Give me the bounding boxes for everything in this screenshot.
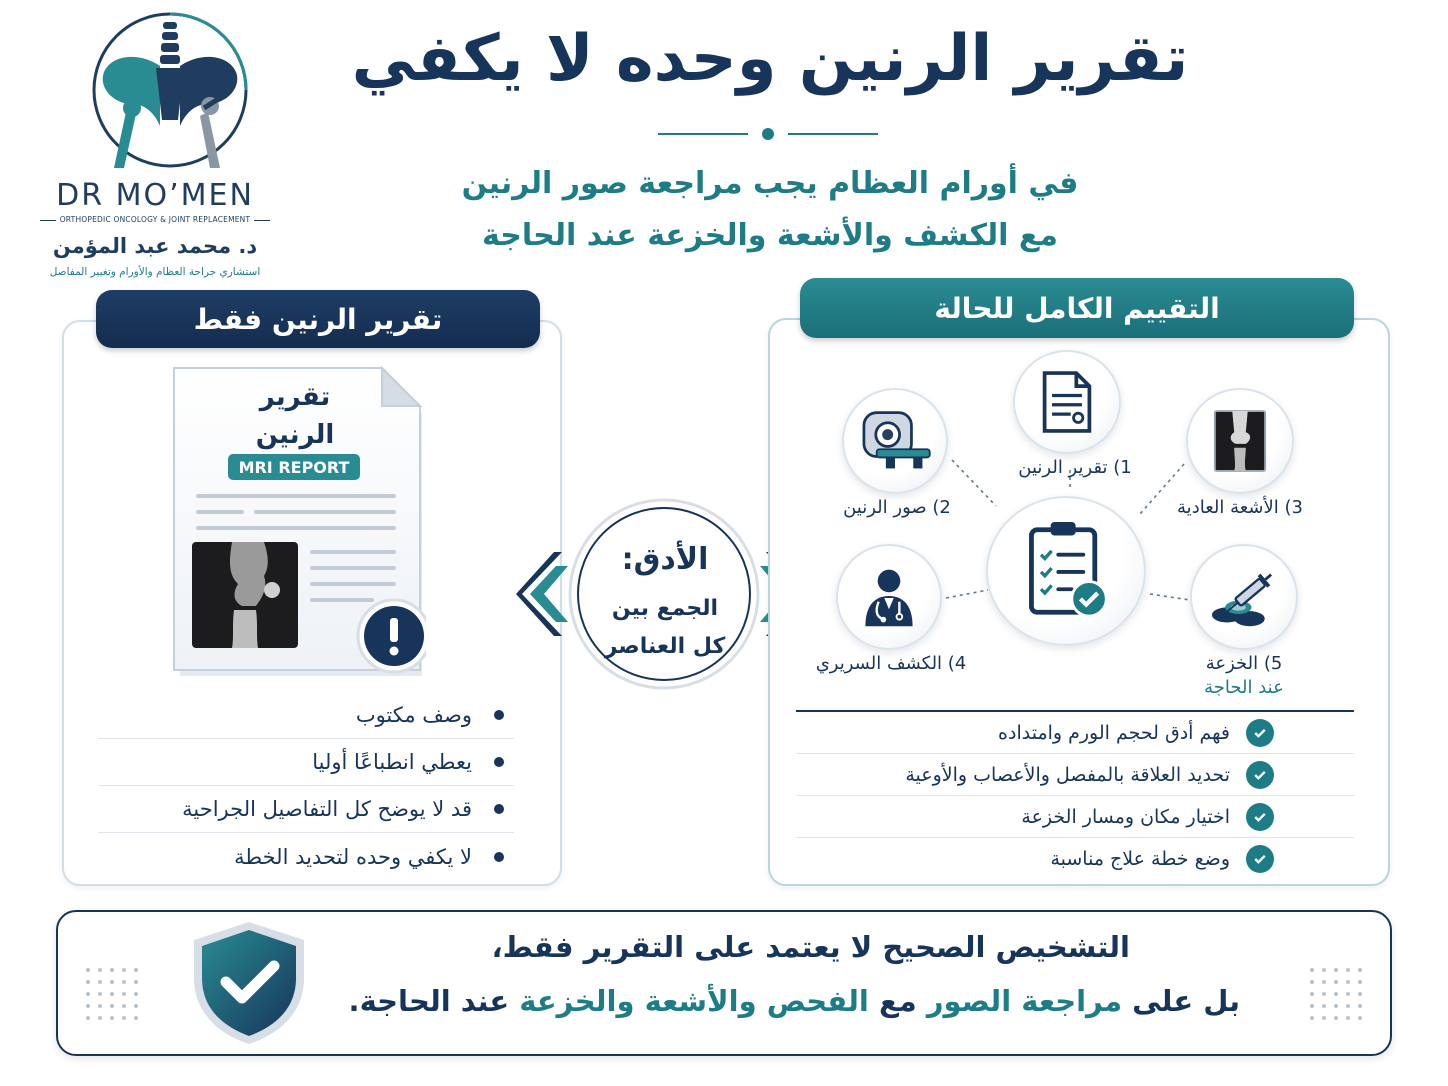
biopsy-circle xyxy=(1190,544,1298,650)
mri-scanner-icon xyxy=(858,409,932,473)
check-icon xyxy=(1246,845,1274,873)
subtitle-line-1: في أورام العظام يجب مراجعة صور الرنين xyxy=(461,166,1079,201)
bullet-icon xyxy=(494,757,504,767)
conclusion-part: بل على xyxy=(1132,984,1240,1018)
component-label-xray: 3) الأشعة العادية xyxy=(1177,497,1303,518)
bullet-icon xyxy=(494,852,504,862)
dot-pattern-left xyxy=(84,966,140,1022)
xray-film-icon xyxy=(1211,407,1269,475)
document-title-line-2: الرنين xyxy=(255,420,335,450)
conclusion-highlight: مراجعة الصور xyxy=(926,984,1123,1018)
conclusion-line-1: التشخيص الصحيح لا يعتمد على التقرير فقط، xyxy=(491,930,1130,964)
conclusion-part: عند الحاجة. xyxy=(348,984,510,1018)
mri-report-only-heading: تقرير الرنين فقط xyxy=(96,290,540,348)
component-label-biopsy-line-2: عند الحاجة xyxy=(1204,677,1284,698)
xray-circle xyxy=(1186,388,1294,494)
full-assessment-heading: التقييم الكامل للحالة xyxy=(800,278,1354,338)
clipboard-check-icon xyxy=(1018,518,1114,624)
component-label-exam: 4) الكشف السريري xyxy=(815,653,967,674)
conclusion-highlight: الفحص والأشعة والخزعة xyxy=(519,984,869,1018)
list-item-text: يعطي انطباعًا أوليا xyxy=(312,750,472,774)
dot-pattern-right xyxy=(1308,966,1364,1022)
clinical-exam-circle xyxy=(836,544,942,650)
list-item xyxy=(98,692,514,739)
conclusion-part: مع xyxy=(878,984,917,1018)
subtitle-line-2: مع الكشف والأشعة والخزعة عند الحاجة xyxy=(482,218,1058,253)
list-item xyxy=(98,739,514,786)
list-item-text: لا يكفي وحده لتحديد الخطة xyxy=(234,844,472,869)
component-label-biopsy-line-1: 5) الخزعة xyxy=(1205,653,1283,674)
clipboard-circle xyxy=(986,496,1146,646)
bullet-icon xyxy=(494,804,504,814)
conclusion-line-2 xyxy=(340,984,1240,1018)
check-icon xyxy=(1246,803,1274,831)
document-title xyxy=(230,378,360,454)
component-label-report: 1) تقرير الرنين xyxy=(1018,457,1132,478)
list-item-text: وصف مكتوب xyxy=(355,703,472,727)
syringe-icon xyxy=(1206,564,1282,630)
component-label-images: 2) صور الرنين xyxy=(843,497,951,518)
logo-arabic-title: استشاري جراحة العظام والأورام وتغيير المفاصل xyxy=(49,266,261,278)
mri-report-badge: MRI REPORT xyxy=(228,454,360,480)
bullet-icon xyxy=(494,710,504,720)
list-item xyxy=(98,786,514,833)
report-circle xyxy=(1013,350,1121,454)
list-item-text: فهم أدق لحجم الورم وامتداده xyxy=(998,721,1230,744)
list-item xyxy=(796,796,1354,838)
clinic-logo xyxy=(30,8,280,280)
pelvis-spine-logo-icon xyxy=(70,8,270,178)
assessment-benefits-list xyxy=(796,710,1354,880)
check-icon xyxy=(1246,761,1274,789)
center-text xyxy=(590,590,740,666)
title-divider xyxy=(658,126,878,142)
logo-specialty: ORTHOPEDIC ONCOLOGY & JOINT REPLACEMENT xyxy=(30,215,280,224)
center-heading: الأدق: xyxy=(621,542,709,577)
mri-images-circle xyxy=(842,388,948,494)
shield-check-icon xyxy=(190,920,308,1046)
page-subtitle xyxy=(380,158,1160,262)
list-item xyxy=(98,833,514,880)
logo-arabic-name: د. محمد عبد المؤمن xyxy=(52,234,258,258)
list-item-text: قد لا يوضح كل التفاصيل الجراحية xyxy=(182,797,472,821)
list-item xyxy=(796,754,1354,796)
logo-name: DR MO’MEN xyxy=(56,178,254,213)
component-label-biopsy xyxy=(1176,652,1312,700)
doctor-icon xyxy=(856,564,922,630)
center-text-line-2: كل العناصر xyxy=(604,634,726,659)
document-title-line-1: تقرير xyxy=(259,382,331,412)
list-item-text: وضع خطة علاج مناسبة xyxy=(1050,848,1230,870)
list-item xyxy=(796,838,1354,880)
check-icon xyxy=(1246,719,1274,747)
list-item-text: اختيار مكان ومسار الخزعة xyxy=(1021,805,1230,828)
mri-report-limitations-list xyxy=(98,692,514,880)
list-item xyxy=(796,712,1354,754)
page-title: تقرير الرنين وحده لا يكفي xyxy=(351,22,1189,96)
document-icon xyxy=(1039,369,1095,435)
list-item-text: تحديد العلاقة بالمفصل والأعصاب والأوعية xyxy=(905,763,1230,786)
center-text-line-1: الجمع بين xyxy=(611,596,719,621)
